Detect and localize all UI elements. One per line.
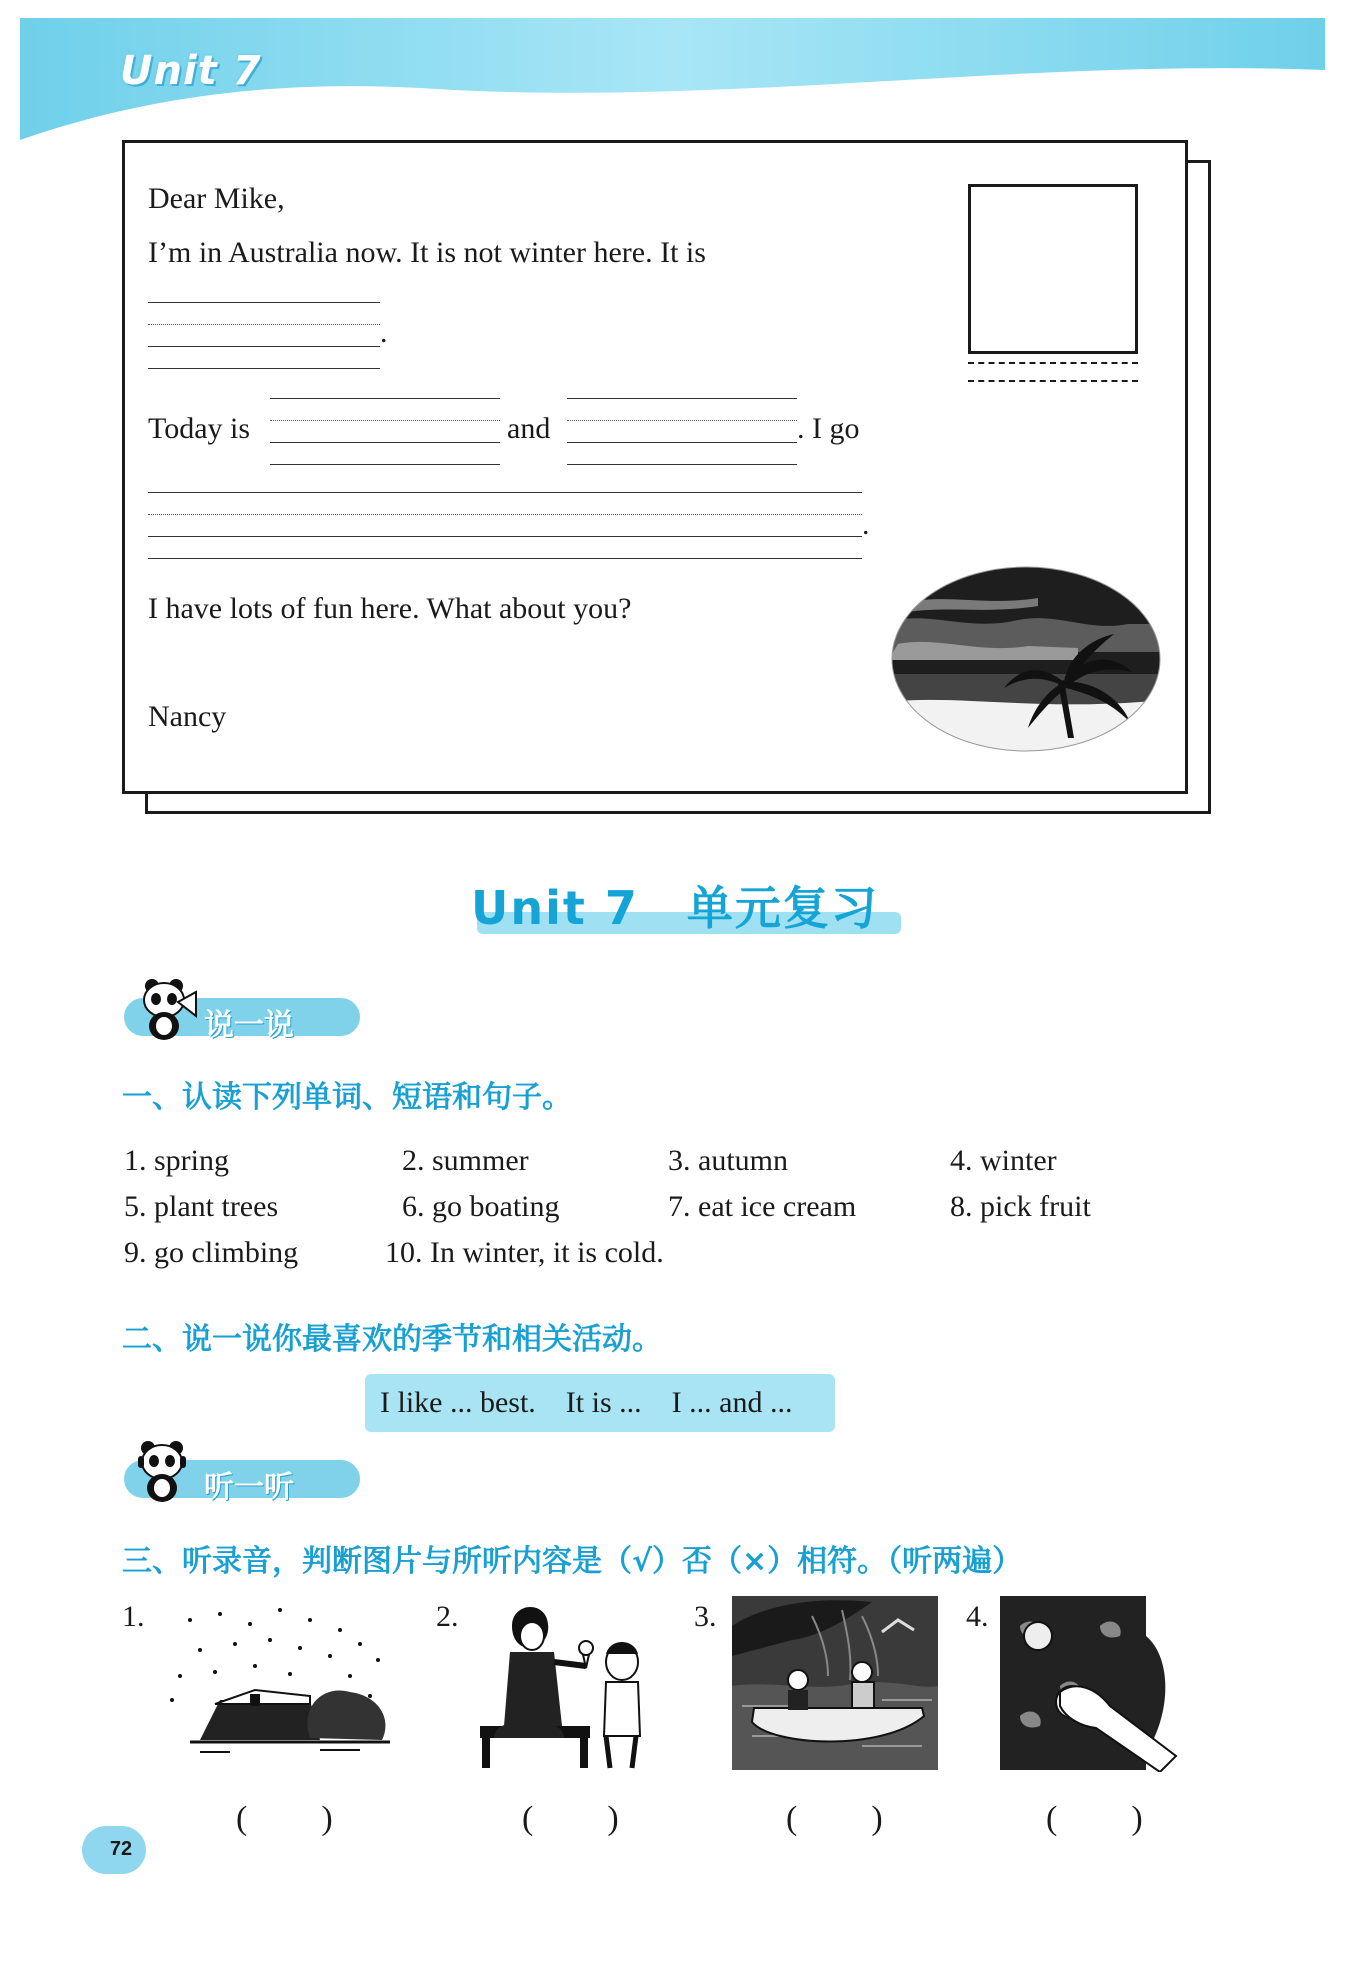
speak-label: 说一说 bbox=[204, 1008, 294, 1043]
address-line bbox=[968, 362, 1138, 364]
picture-number: 4. bbox=[966, 1600, 989, 1633]
section-title: Unit 7 单元复习 bbox=[0, 872, 1350, 938]
page-number: 72 bbox=[109, 1838, 133, 1860]
boating-icon bbox=[732, 1596, 938, 1770]
postcard-signature: Nancy bbox=[148, 700, 227, 733]
postcard-and: and bbox=[507, 412, 551, 445]
postcard-today-suffix: . I go bbox=[797, 412, 860, 445]
q3-heading: 三、听录音，判断图片与所听内容是（√）否（×）相符。（听两遍） bbox=[122, 1544, 1023, 1579]
list-item: 9. go climbing bbox=[124, 1236, 299, 1269]
beach-palm-icon bbox=[888, 562, 1164, 756]
answer-box[interactable]: ( ) bbox=[1046, 1800, 1145, 1837]
panda-headphones-icon bbox=[132, 1438, 194, 1504]
sentence-pattern: I like ... best. It is ... I ... and ... bbox=[380, 1386, 793, 1419]
stamp-box bbox=[968, 184, 1138, 354]
answer-box[interactable]: ( ) bbox=[786, 1800, 885, 1837]
q2-heading: 二、说一说你最喜欢的季节和相关活动。 bbox=[122, 1322, 662, 1357]
list-item: 1. spring bbox=[124, 1144, 229, 1177]
pick-fruit-icon bbox=[1000, 1596, 1182, 1772]
list-item: 8. pick fruit bbox=[950, 1190, 1091, 1223]
period-2: . bbox=[862, 508, 870, 541]
picture-number: 1. bbox=[122, 1600, 145, 1633]
panda-megaphone-icon bbox=[130, 978, 200, 1042]
ice-cream-icon bbox=[474, 1596, 670, 1772]
postcard-greeting: Dear Mike, bbox=[148, 182, 285, 215]
list-item: 5. plant trees bbox=[124, 1190, 279, 1223]
list-item: 3. autumn bbox=[668, 1144, 788, 1177]
answer-box[interactable]: ( ) bbox=[522, 1800, 621, 1837]
list-item: 2. summer bbox=[402, 1144, 529, 1177]
q1-heading: 一、认读下列单词、短语和句子。 bbox=[122, 1080, 572, 1115]
picture-number: 3. bbox=[694, 1600, 717, 1633]
list-item: 10. In winter, it is cold. bbox=[385, 1236, 664, 1269]
answer-box[interactable]: ( ) bbox=[236, 1800, 335, 1837]
snowy-house-icon bbox=[160, 1600, 396, 1770]
list-item: 7. eat ice cream bbox=[668, 1190, 857, 1223]
period-1: . bbox=[380, 316, 388, 349]
unit-tab: Unit 7 bbox=[120, 48, 262, 94]
postcard-line1: I’m in Australia now. It is not winter here. It is bbox=[148, 236, 706, 269]
listen-label: 听一听 bbox=[204, 1470, 294, 1505]
list-item: 4. winter bbox=[950, 1144, 1057, 1177]
postcard-today-prefix: Today is bbox=[148, 412, 251, 445]
address-line bbox=[968, 380, 1138, 382]
list-item: 6. go boating bbox=[402, 1190, 560, 1223]
picture-number: 2. bbox=[436, 1600, 459, 1633]
postcard-closing: I have lots of fun here. What about you? bbox=[148, 592, 632, 625]
